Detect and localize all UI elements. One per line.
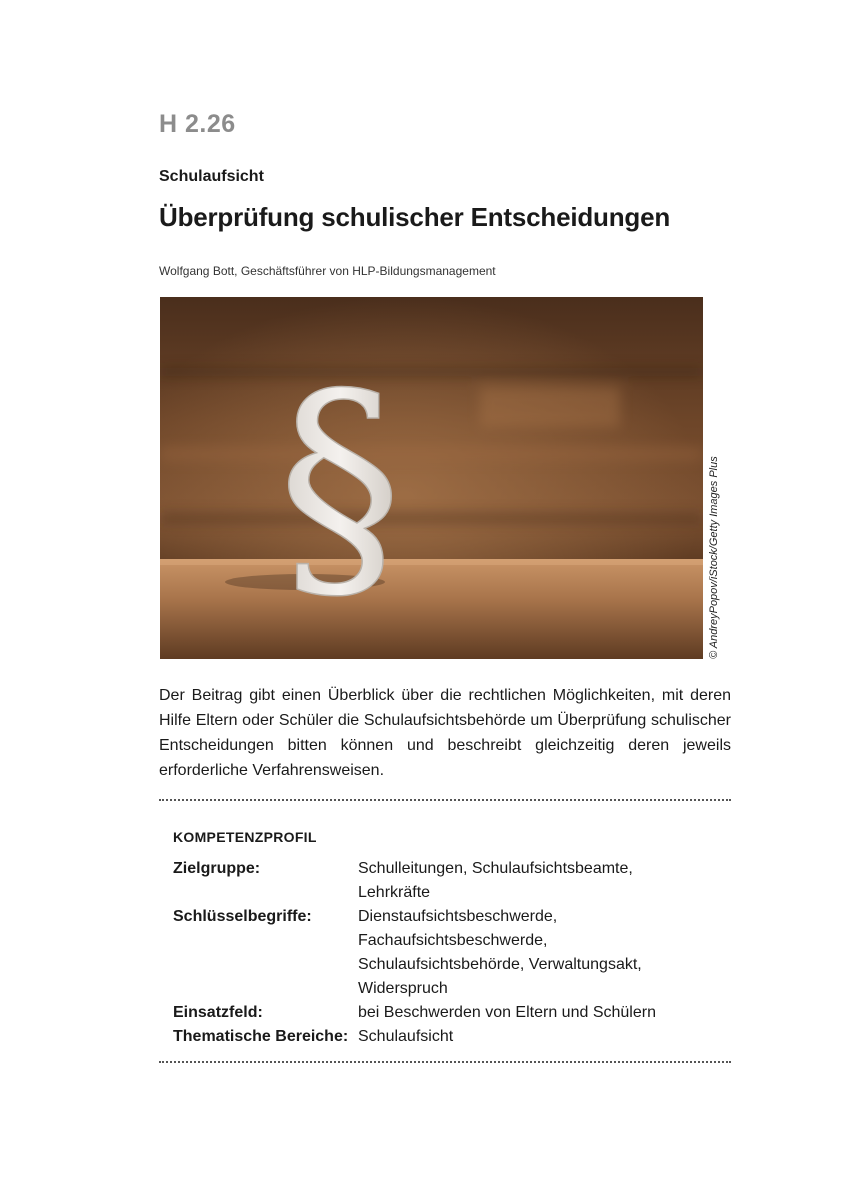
page-title: Überprüfung schulischer Entscheidungen [159, 202, 671, 232]
competence-profile [173, 829, 713, 1049]
svg-text:§: § [277, 340, 403, 631]
profile-heading: KOMPETENZPROFIL [173, 829, 317, 845]
profile-label: Einsatzfeld: [173, 1004, 263, 1021]
author-line: Wolfgang Bott, Geschäftsführer von HLP-Bildungsmanagement [159, 264, 496, 278]
profile-row-topics [173, 1025, 713, 1049]
profile-value: bei Beschwerden von Eltern und Schülern [358, 1004, 656, 1021]
profile-value: Schulaufsicht [358, 1028, 454, 1045]
abstract-text: Der Beitrag gibt einen Überblick über die rechtlichen Möglichkeiten, mit deren Hilfe Eltern oder Schüler die Schulaufsichtsbehörde um Überprüfung schulischer Entscheidungen bitten können und beschreibt gleichzeitig deren jeweils erforderliche Verfahrensweisen. [159, 687, 731, 779]
profile-row-field-of-use [173, 1001, 713, 1025]
profile-label: Schlüsselbegriffe: [173, 908, 312, 925]
section-label: Schulaufsicht [159, 168, 264, 185]
dotted-divider-top [159, 799, 731, 801]
profile-label: Zielgruppe: [173, 860, 261, 877]
profile-row-target-group [173, 857, 713, 905]
profile-row-key-terms [173, 905, 713, 1001]
paragraph-sign-photo [160, 297, 703, 659]
dotted-divider-bottom [159, 1061, 731, 1063]
document-code: H 2.26 [159, 110, 236, 138]
image-credit: © AndreyPopov/iStock/Getty Images Plus [708, 456, 720, 659]
profile-label: Thematische Bereiche: [173, 1028, 349, 1045]
profile-value: Schulleitungen, Schulaufsichtsbeamte, Lehrkräfte [358, 860, 633, 901]
profile-value: Dienstaufsichtsbeschwerde, Fachaufsichtsbeschwerde, Schulaufsichtsbehörde, Verwaltungsakt, Widerspruch [358, 908, 642, 997]
